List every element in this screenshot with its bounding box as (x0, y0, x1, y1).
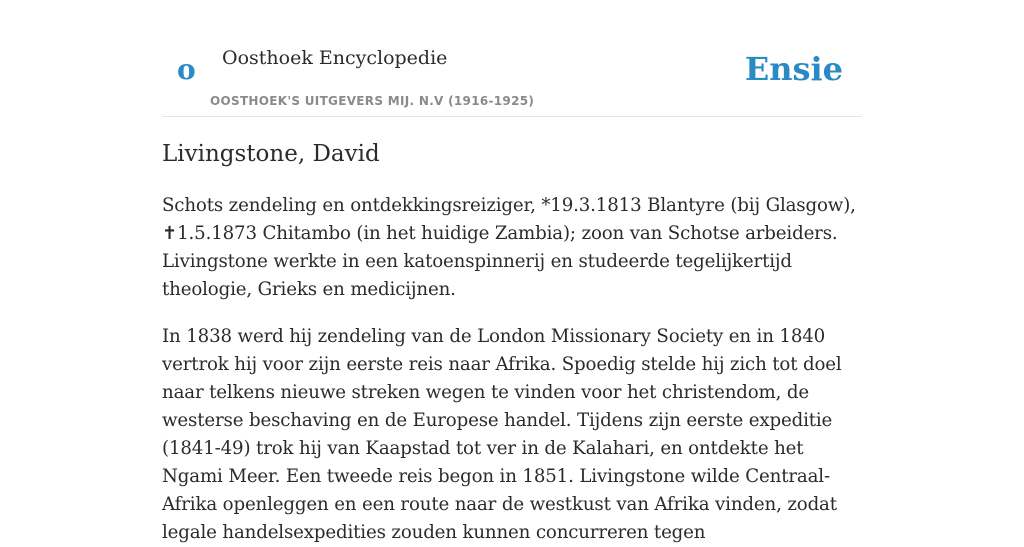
article-title: Livingstone, David (162, 141, 380, 167)
logo-icon[interactable]: o (177, 53, 196, 86)
article-paragraph: In 1838 werd hij zendeling van de London Missionary Society en in 1840 vertrok hij voor zijn eerste reis naar Afrika. Spoedig stelde hij zich tot doel naar telkens nieuwe streken wegen te vinden voor het christendom, de westerse beschaving en de Europese handel. Tijdens zijn eerste expeditie (1841-49) trok hij van Kaapstad tot ver in de Kalahari, en ontdekte het Ngami Meer. Een tweede reis begon in 1851. Livingstone wilde Centraal-Afrika openleggen en een route naar de westkust van Afrika vinden, zodat legale handelsexpedities zouden kunnen concurreren tegen (162, 326, 842, 543)
publisher-name: OOSTHOEK'S UITGEVERS MIJ. N.V (1916-1925) (210, 94, 535, 108)
article (162, 136, 862, 547)
brand-logo[interactable]: Ensie (744, 50, 843, 88)
publication-title[interactable]: Oosthoek Encyclopedie (222, 47, 448, 69)
article-paragraph: Schots zendeling en ontdekkingsreiziger, *19.3.1813 Blantyre (bij Glasgow), ✝1.5.1873 Chitambo (in het huidige Zambia); zoon van Schotse arbeiders. Livingstone werkte in een katoenspinnerij en studeerde tegelijkertijd theologie, Grieks en medicijnen. (162, 195, 856, 300)
site-header (162, 0, 862, 117)
article-body (162, 192, 862, 547)
